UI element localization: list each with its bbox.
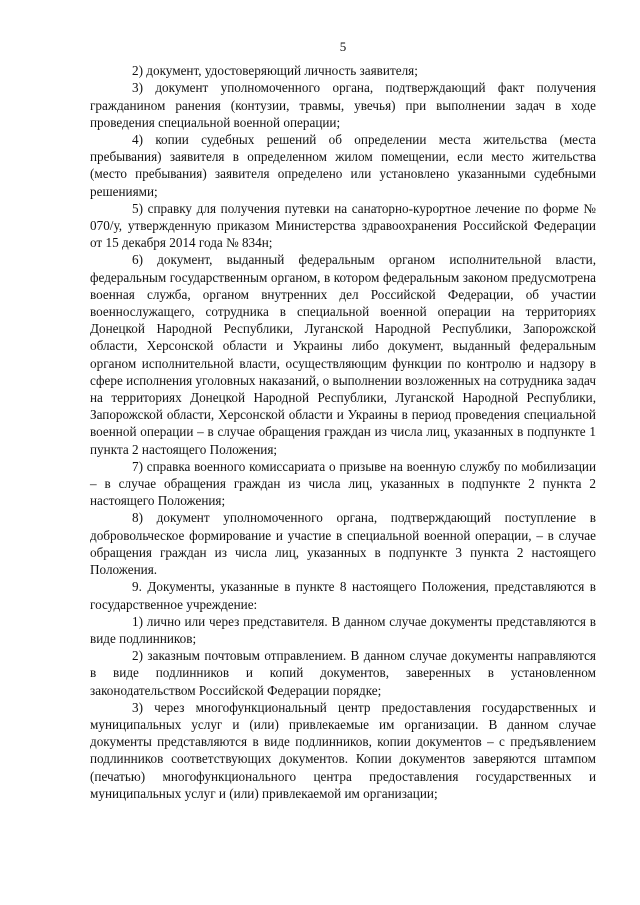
paragraph-clause-9: 9. Документы, указанные в пункте 8 настоящего Положения, представляются в государственное учреждение:	[90, 579, 596, 612]
paragraph-method-2: 2) заказным почтовым отправлением. В данном случае документы направляются в виде подлинников и копий документов, заверенных в установленном законодательством Российской Федерации порядке;	[90, 648, 596, 698]
paragraph-item-3: 3) документ уполномоченного органа, подтверждающий факт получения гражданином ранения (контузии, травмы, увечья) при выполнении задач в ходе проведения специальной военной операции;	[90, 80, 596, 130]
paragraph-item-4: 4) копии судебных решений об определении места жительства (места пребывания) заявителя в определенном жилом помещении, если место жительства (место пребывания) заявителя определено или установлено указанными судебными решениями;	[90, 132, 596, 199]
page-number: 5	[339, 39, 347, 54]
paragraph-item-7: 7) справка военного комиссариата о призыве на военную службу по мобилизации – в случае обращения граждан из числа лиц, указанных в подпункте 2 пункта 2 настоящего Положения;	[90, 458, 596, 509]
paragraph-item-8: 8) документ уполномоченного органа, подтверждающий поступление в добровольческое формирование и участие в специальной военной операции, – в случае обращения граждан из числа лиц, указанных в подпункте 3 пункта 2 настоящего Положения.	[90, 510, 596, 578]
paragraph-method-3: 3) через многофункциональный центр предоставления государственных и муниципальных услуг и (или) привлекаемые им организации. В данном случае документы представляются в виде подлинников, копии документов – с предъявлением подлинников соответствующих документов. Копии документов заверяются штампом (печатью) многофункционального центра предоставления государственных и муниципальных услуг и (или) привлекаемой им организации;	[90, 699, 596, 801]
paragraph-item-2: 2) документ, удостоверяющий личность заявителя;	[132, 63, 418, 79]
document-page	[90, 38, 596, 802]
paragraph-item-5: 5) справку для получения путевки на санаторно-курортное лечение по форме № 070/у, утвержденную приказом Министерства здравоохранения Российской Федерации от 15 декабря 2014 года № 834н;	[90, 200, 596, 251]
paragraph-method-1: 1) лично или через представителя. В данном случае документы представляются в виде подлинников;	[90, 613, 596, 646]
paragraph-item-6: 6) документ, выданный федеральным органом исполнительной власти, федеральным государственным органом, в котором федеральным законом предусмотрена военная служба, органом внутренних дел Российской Федерации, об участии военнослужащего, сотрудника в специальной военной операции на территориях Донецкой Народной Республики, Луганской Народной Республики, Запорожской области, Херсонской области и Украины либо документ, выданный федеральным органом исполнительной власти, осуществляющим функции по контролю и надзору в сфере исполнения уголовных наказаний, о выполнении возложенных на сотрудника задач на территориях Донецкой Народной Республики, Луганской Народной Республики, Запорожской области, Херсонской области и Украины в период проведения специальной военной операции – в случае обращения граждан из числа лиц, указанных в подпункте 1 пункта 2 настоящего Положения;	[90, 252, 596, 457]
